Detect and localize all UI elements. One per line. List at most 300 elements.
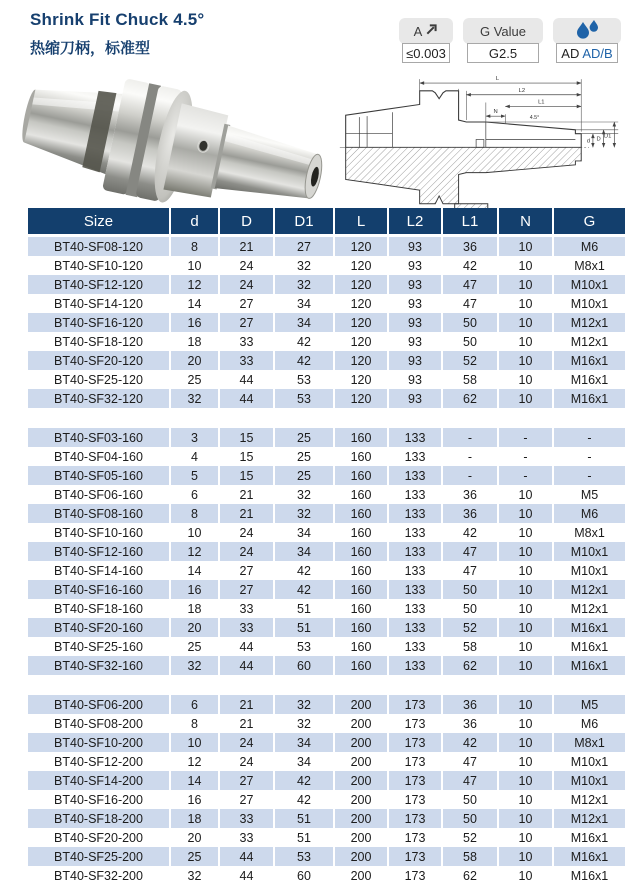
- value-cell: 10: [498, 236, 553, 257]
- value-cell: M12x1: [553, 809, 625, 828]
- value-cell: 93: [388, 236, 442, 257]
- table-row: [28, 236, 625, 257]
- value-cell: 50: [442, 790, 498, 809]
- size-cell: BT40-SF32-160: [28, 656, 170, 675]
- value-cell: 10: [498, 389, 553, 408]
- value-cell: 32: [274, 275, 334, 294]
- value-cell: 58: [442, 637, 498, 656]
- value-cell: 42: [442, 523, 498, 542]
- value-cell: 10: [498, 332, 553, 351]
- value-cell: 120: [334, 294, 388, 313]
- value-cell: 200: [334, 752, 388, 771]
- table-row: [28, 656, 625, 675]
- table-row: [28, 866, 625, 885]
- value-cell: 51: [274, 809, 334, 828]
- value-cell: -: [587, 449, 592, 464]
- value-cell: 51: [274, 828, 334, 847]
- value-cell: 133: [388, 580, 442, 599]
- coolant-value-primary: AD: [561, 46, 580, 61]
- value-cell: 10: [498, 485, 553, 504]
- value-cell: 173: [388, 809, 442, 828]
- value-cell: 120: [334, 351, 388, 370]
- value-cell: 10: [498, 370, 553, 389]
- dim-label-d1: D1: [603, 133, 612, 140]
- value-cell: 160: [334, 637, 388, 656]
- gvalue-badge: [463, 18, 543, 63]
- value-cell: 12: [170, 752, 219, 771]
- value-cell: 58: [442, 370, 498, 389]
- value-cell: M16x1: [570, 639, 609, 654]
- value-cell: M16x1: [570, 372, 609, 387]
- value-cell: 173: [388, 714, 442, 733]
- value-cell: 32: [274, 256, 334, 275]
- value-cell: 12: [170, 542, 219, 561]
- table-row: [28, 752, 625, 771]
- value-cell: 10: [498, 695, 553, 714]
- value-cell: 10: [498, 351, 553, 370]
- value-cell: -: [498, 447, 553, 466]
- value-cell: 160: [334, 618, 388, 637]
- size-cell: BT40-SF12-120: [28, 275, 170, 294]
- col-header-l1: L1: [442, 208, 498, 236]
- value-cell: 21: [219, 485, 274, 504]
- value-cell: 27: [219, 790, 274, 809]
- value-cell: 47: [442, 542, 498, 561]
- value-cell: 10: [170, 733, 219, 752]
- coolant-droplets-icon: [574, 19, 600, 43]
- table-row: [28, 466, 625, 485]
- dim-label-l2: L2: [518, 87, 526, 94]
- table-row: [28, 714, 625, 733]
- size-cell: BT40-SF03-160: [28, 428, 170, 447]
- value-cell: 24: [219, 256, 274, 275]
- size-cell: BT40-SF08-120: [28, 236, 170, 257]
- value-cell: M10x1: [553, 275, 625, 294]
- value-cell: 10: [498, 847, 553, 866]
- value-cell: -: [442, 428, 498, 447]
- value-cell: 160: [334, 466, 388, 485]
- size-cell: BT40-SF25-200: [28, 847, 170, 866]
- value-cell: 21: [219, 695, 274, 714]
- table-row: [28, 370, 625, 389]
- value-cell: 8: [170, 714, 219, 733]
- value-cell: -: [442, 447, 498, 466]
- value-cell: 133: [388, 618, 442, 637]
- dim-label-dcap: D: [596, 136, 601, 143]
- value-cell: 27: [219, 294, 274, 313]
- value-cell: 42: [274, 561, 334, 580]
- size-cell: BT40-SF05-160: [28, 466, 170, 485]
- value-cell: 133: [388, 637, 442, 656]
- value-cell: 62: [442, 656, 498, 675]
- value-cell: M8x1: [574, 258, 605, 273]
- value-cell: M6: [553, 504, 625, 523]
- value-cell: M12x1: [553, 580, 625, 599]
- value-cell: 10: [170, 523, 219, 542]
- table-row: [28, 809, 625, 828]
- value-cell: 27: [219, 771, 274, 790]
- value-cell: 200: [334, 828, 388, 847]
- value-cell: -: [498, 428, 553, 447]
- value-cell: 44: [219, 866, 274, 885]
- value-cell: M10x1: [553, 771, 625, 790]
- value-cell: 53: [274, 370, 334, 389]
- value-cell: 10: [498, 561, 553, 580]
- value-cell: 42: [442, 733, 498, 752]
- value-cell: 60: [274, 656, 334, 675]
- dim-label-n: N: [493, 109, 498, 116]
- dim-label-d: d: [586, 138, 590, 145]
- value-cell: 18: [170, 332, 219, 351]
- value-cell: 50: [442, 580, 498, 599]
- value-cell: 36: [442, 485, 498, 504]
- value-cell: 12: [170, 275, 219, 294]
- value-cell: 18: [170, 599, 219, 618]
- size-cell: BT40-SF12-200: [28, 752, 170, 771]
- value-cell: 34: [274, 733, 334, 752]
- value-cell: 25: [170, 847, 219, 866]
- col-header-g: G: [553, 208, 625, 236]
- value-cell: 32: [274, 485, 334, 504]
- value-cell: 120: [334, 370, 388, 389]
- size-cell: BT40-SF14-200: [28, 771, 170, 790]
- value-cell: 50: [442, 313, 498, 332]
- value-cell: M6: [553, 236, 625, 257]
- value-cell: 15: [219, 447, 274, 466]
- value-cell: 160: [334, 523, 388, 542]
- value-cell: 120: [334, 313, 388, 332]
- value-cell: 10: [498, 580, 553, 599]
- value-cell: 133: [388, 542, 442, 561]
- value-cell: 42: [442, 256, 498, 275]
- value-cell: 27: [219, 580, 274, 599]
- size-cell: BT40-SF20-160: [28, 618, 170, 637]
- table-row: [28, 599, 625, 618]
- value-cell: 10: [498, 275, 553, 294]
- value-cell: 10: [498, 542, 553, 561]
- value-cell: -: [553, 428, 625, 447]
- header-titles: [30, 10, 204, 58]
- value-cell: 120: [334, 236, 388, 257]
- value-cell: 173: [388, 771, 442, 790]
- value-cell: M12x1: [570, 792, 609, 807]
- size-cell: BT40-SF16-160: [28, 580, 170, 599]
- value-cell: 16: [170, 313, 219, 332]
- value-cell: 173: [388, 828, 442, 847]
- value-cell: 62: [442, 389, 498, 408]
- value-cell: 60: [274, 866, 334, 885]
- col-header-d: d: [170, 208, 219, 236]
- value-cell: 36: [442, 695, 498, 714]
- value-cell: 27: [274, 236, 334, 257]
- value-cell: M8x1: [574, 525, 605, 540]
- value-cell: 3: [170, 428, 219, 447]
- value-cell: 10: [498, 828, 553, 847]
- size-cell: BT40-SF06-160: [28, 485, 170, 504]
- value-cell: 14: [170, 561, 219, 580]
- value-cell: 200: [334, 733, 388, 752]
- value-cell: 25: [170, 637, 219, 656]
- value-cell: 10: [498, 256, 553, 275]
- size-cell: BT40-SF32-200: [28, 866, 170, 885]
- table-row: [28, 637, 625, 656]
- table-row: [28, 771, 625, 790]
- value-cell: 20: [170, 351, 219, 370]
- value-cell: 14: [170, 294, 219, 313]
- value-cell: M10x1: [553, 542, 625, 561]
- size-cell: BT40-SF16-200: [28, 790, 170, 809]
- table-row: [28, 542, 625, 561]
- value-cell: 52: [442, 351, 498, 370]
- value-cell: 52: [442, 618, 498, 637]
- value-cell: 173: [388, 695, 442, 714]
- value-cell: 36: [442, 504, 498, 523]
- value-cell: 51: [274, 599, 334, 618]
- value-cell: 50: [442, 809, 498, 828]
- value-cell: -: [498, 466, 553, 485]
- table-row: [28, 618, 625, 637]
- runout-badge: [399, 18, 453, 63]
- value-cell: 33: [219, 332, 274, 351]
- value-cell: M12x1: [553, 313, 625, 332]
- col-header-l2: L2: [388, 208, 442, 236]
- value-cell: 10: [498, 313, 553, 332]
- value-cell: 200: [334, 790, 388, 809]
- value-cell: M10x1: [570, 296, 609, 311]
- value-cell: 93: [388, 370, 442, 389]
- value-cell: 51: [274, 618, 334, 637]
- size-cell: BT40-SF14-120: [28, 294, 170, 313]
- value-cell: 10: [498, 809, 553, 828]
- value-cell: 33: [219, 351, 274, 370]
- value-cell: 50: [442, 599, 498, 618]
- size-section-120: [28, 236, 625, 409]
- value-cell: M16x1: [553, 618, 625, 637]
- table-row: [28, 790, 625, 809]
- value-cell: M10x1: [570, 754, 609, 769]
- gvalue-badge-header: [463, 18, 543, 44]
- value-cell: 25: [170, 370, 219, 389]
- table-row: [28, 695, 625, 714]
- size-cell: BT40-SF20-200: [28, 828, 170, 847]
- size-section-200: [28, 695, 625, 885]
- value-cell: M16x1: [570, 868, 609, 883]
- size-cell: BT40-SF08-160: [28, 504, 170, 523]
- value-cell: 33: [219, 618, 274, 637]
- value-cell: M10x1: [570, 563, 609, 578]
- table-row: [28, 561, 625, 580]
- value-cell: 47: [442, 561, 498, 580]
- value-cell: 21: [219, 236, 274, 257]
- value-cell: 50: [442, 332, 498, 351]
- value-cell: 16: [170, 580, 219, 599]
- value-cell: 32: [170, 389, 219, 408]
- value-cell: M12x1: [570, 334, 609, 349]
- section-spacer: [28, 408, 625, 428]
- value-cell: 160: [334, 504, 388, 523]
- value-cell: 33: [219, 809, 274, 828]
- value-cell: 173: [388, 733, 442, 752]
- value-cell: 10: [498, 790, 553, 809]
- value-cell: 133: [388, 599, 442, 618]
- table-row: [28, 313, 625, 332]
- value-cell: 32: [274, 504, 334, 523]
- value-cell: M16x1: [553, 389, 625, 408]
- value-cell: 133: [388, 523, 442, 542]
- value-cell: 44: [219, 847, 274, 866]
- value-cell: 24: [219, 523, 274, 542]
- value-cell: 133: [388, 466, 442, 485]
- value-cell: M16x1: [570, 830, 609, 845]
- value-cell: 160: [334, 561, 388, 580]
- value-cell: 44: [219, 389, 274, 408]
- table-row: [28, 847, 625, 866]
- coolant-value: [556, 43, 617, 63]
- value-cell: 200: [334, 695, 388, 714]
- value-cell: 173: [388, 866, 442, 885]
- spec-badges: [399, 18, 621, 63]
- product-photo: [8, 74, 338, 206]
- value-cell: 53: [274, 637, 334, 656]
- col-header-size: Size: [28, 208, 170, 236]
- value-cell: 133: [388, 656, 442, 675]
- size-section-160: [28, 428, 625, 675]
- value-cell: 133: [388, 504, 442, 523]
- table-row: [28, 504, 625, 523]
- dim-label-l1: L1: [538, 99, 545, 106]
- value-cell: 5: [170, 466, 219, 485]
- value-cell: M6: [580, 716, 599, 731]
- value-cell: 120: [334, 389, 388, 408]
- value-cell: 27: [219, 313, 274, 332]
- value-cell: 173: [388, 752, 442, 771]
- value-cell: 133: [388, 428, 442, 447]
- value-cell: 15: [219, 466, 274, 485]
- value-cell: 173: [388, 790, 442, 809]
- runout-badge-header: [399, 18, 453, 44]
- size-cell: BT40-SF16-120: [28, 313, 170, 332]
- value-cell: 27: [219, 561, 274, 580]
- value-cell: M16x1: [553, 351, 625, 370]
- value-cell: 10: [498, 599, 553, 618]
- value-cell: 173: [388, 847, 442, 866]
- col-header-l: L: [334, 208, 388, 236]
- value-cell: 160: [334, 580, 388, 599]
- value-cell: -: [442, 466, 498, 485]
- page-subtitle: 热缩刀柄，标准型: [30, 40, 151, 57]
- size-cell: BT40-SF25-120: [28, 370, 170, 389]
- value-cell: 93: [388, 256, 442, 275]
- table-row: [28, 294, 625, 313]
- value-cell: 10: [498, 504, 553, 523]
- value-cell: 15: [219, 428, 274, 447]
- value-cell: 10: [498, 733, 553, 752]
- size-cell: BT40-SF04-160: [28, 447, 170, 466]
- value-cell: 58: [442, 847, 498, 866]
- value-cell: 52: [442, 828, 498, 847]
- value-cell: 42: [274, 332, 334, 351]
- value-cell: 10: [498, 714, 553, 733]
- value-cell: 24: [219, 275, 274, 294]
- size-cell: BT40-SF08-200: [28, 714, 170, 733]
- table-row: [28, 828, 625, 847]
- col-header-d1: D1: [274, 208, 334, 236]
- size-cell: BT40-SF18-200: [28, 809, 170, 828]
- value-cell: M5: [580, 487, 599, 502]
- value-cell: 20: [170, 828, 219, 847]
- size-cell: BT40-SF10-160: [28, 523, 170, 542]
- gvalue-label: G Value: [479, 23, 526, 39]
- value-cell: M8x1: [553, 733, 625, 752]
- table-row: [28, 256, 625, 275]
- value-cell: 133: [388, 561, 442, 580]
- value-cell: 42: [274, 790, 334, 809]
- value-cell: 120: [334, 332, 388, 351]
- value-cell: 44: [219, 656, 274, 675]
- value-cell: 120: [334, 256, 388, 275]
- value-cell: 47: [442, 294, 498, 313]
- value-cell: 93: [388, 332, 442, 351]
- value-cell: 133: [388, 485, 442, 504]
- table-row: [28, 580, 625, 599]
- value-cell: 20: [170, 618, 219, 637]
- value-cell: 42: [274, 580, 334, 599]
- value-cell: 25: [274, 428, 334, 447]
- table-row: [28, 428, 625, 447]
- table-row: [28, 332, 625, 351]
- value-cell: M12x1: [570, 601, 609, 616]
- size-cell: BT40-SF14-160: [28, 561, 170, 580]
- value-cell: 93: [388, 313, 442, 332]
- coolant-value-secondary: AD/B: [582, 46, 613, 61]
- value-cell: 133: [388, 447, 442, 466]
- value-cell: 160: [334, 428, 388, 447]
- size-cell: BT40-SF10-120: [28, 256, 170, 275]
- value-cell: 36: [442, 714, 498, 733]
- value-cell: -: [553, 466, 625, 485]
- table-row: [28, 447, 625, 466]
- value-cell: 47: [442, 275, 498, 294]
- value-cell: 24: [219, 752, 274, 771]
- value-cell: 16: [170, 790, 219, 809]
- value-cell: M5: [553, 695, 625, 714]
- size-cell: BT40-SF25-160: [28, 637, 170, 656]
- table-row: [28, 389, 625, 408]
- value-cell: 200: [334, 714, 388, 733]
- value-cell: 160: [334, 542, 388, 561]
- size-cell: BT40-SF18-160: [28, 599, 170, 618]
- value-cell: 32: [170, 656, 219, 675]
- size-cell: BT40-SF18-120: [28, 332, 170, 351]
- value-cell: 32: [170, 866, 219, 885]
- size-cell: BT40-SF10-200: [28, 733, 170, 752]
- value-cell: 53: [274, 847, 334, 866]
- value-cell: 14: [170, 771, 219, 790]
- section-spacer: [28, 675, 625, 695]
- value-cell: 10: [498, 752, 553, 771]
- value-cell: 160: [334, 599, 388, 618]
- value-cell: 44: [219, 370, 274, 389]
- arrow-up-right-icon: [425, 23, 438, 39]
- value-cell: 24: [219, 733, 274, 752]
- value-cell: 47: [442, 771, 498, 790]
- table-row: [28, 733, 625, 752]
- value-cell: 200: [334, 866, 388, 885]
- size-table: [28, 208, 625, 885]
- gvalue-value: G2.5: [467, 43, 539, 63]
- value-cell: 34: [274, 752, 334, 771]
- value-cell: 34: [274, 542, 334, 561]
